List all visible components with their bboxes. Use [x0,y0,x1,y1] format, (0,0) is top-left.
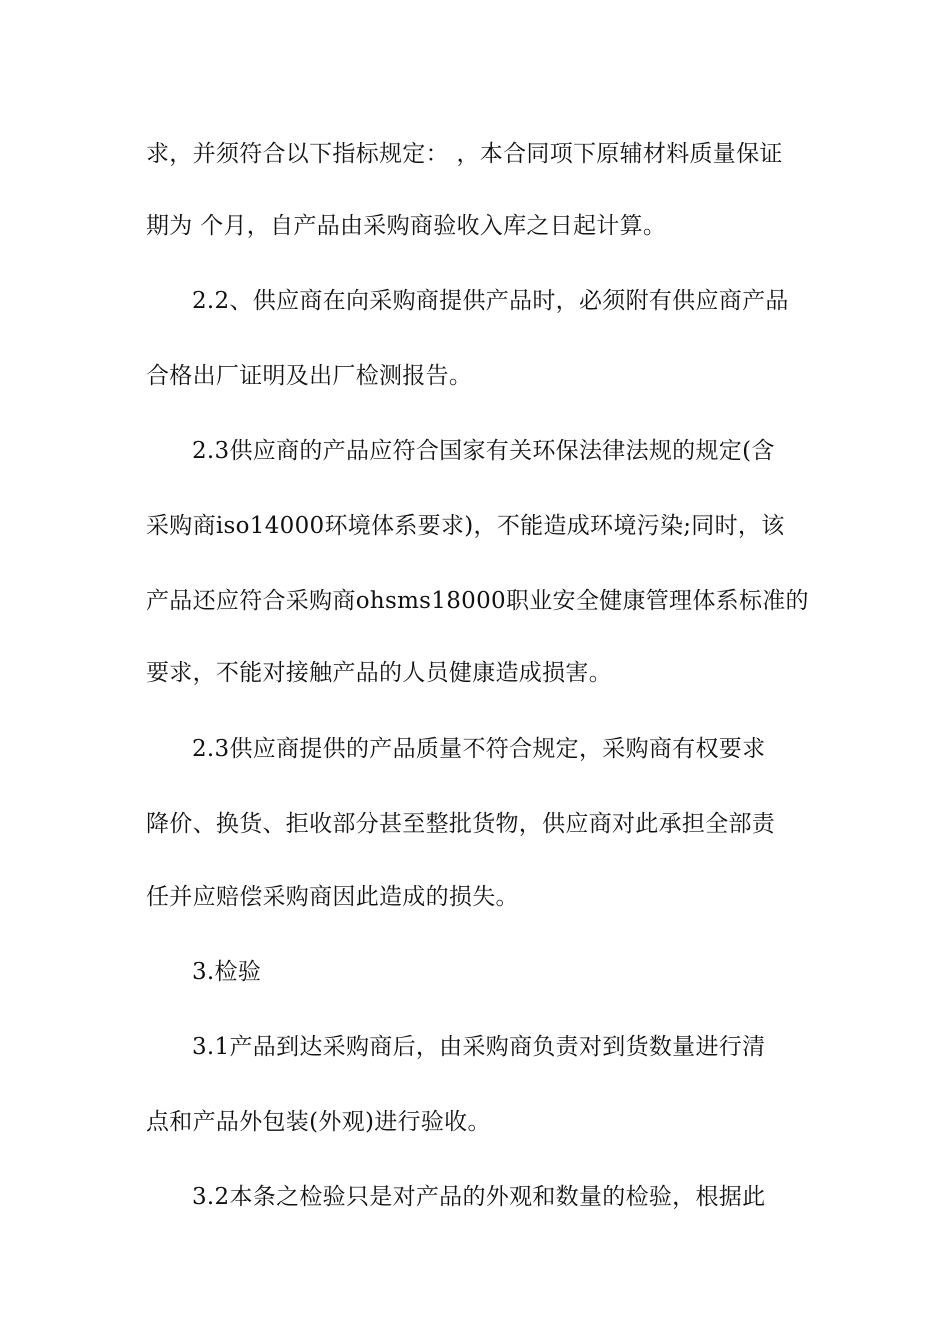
text-line: 点和产品外包装(外观)进行验收。 [146,1109,491,1135]
text-line: 3.2本条之检验只是对产品的外观和数量的检验，根据此 [192,1184,766,1210]
text-line: 产品还应符合采购商ohsms18000职业安全健康管理体系标准的 [146,588,809,614]
text-line: 2.2、供应商在向采购商提供产品时，必须附有供应商产品 [192,288,789,314]
text-line: 降价、换货、拒收部分甚至整批货物，供应商对此承担全部责 [146,811,776,837]
text-line: 要求，不能对接触产品的人员健康造成损害。 [146,660,612,686]
text-line: 采购商iso14000环境体系要求)，不能造成环境污染;同时，该 [146,513,785,539]
text-line: 2.3供应商提供的产品质量不符合规定，采购商有权要求 [192,736,766,762]
text-line: 期为 个月，自产品由采购商验收入库之日起计算。 [146,213,667,239]
text-line: 3.1产品到达采购商后，由采购商负责对到货数量进行清 [192,1034,766,1060]
section-heading: 3.检验 [192,959,262,985]
text-line: 任并应赔偿采购商因此造成的损失。 [146,884,519,910]
text-line: 2.3供应商的产品应符合国家有关环保法律法规的规定(含 [192,438,775,464]
text-line: 求，并须符合以下指标规定： ，本合同项下原辅材料质量保证 [146,141,783,167]
text-line: 合格出厂证明及出厂检测报告。 [146,363,473,389]
